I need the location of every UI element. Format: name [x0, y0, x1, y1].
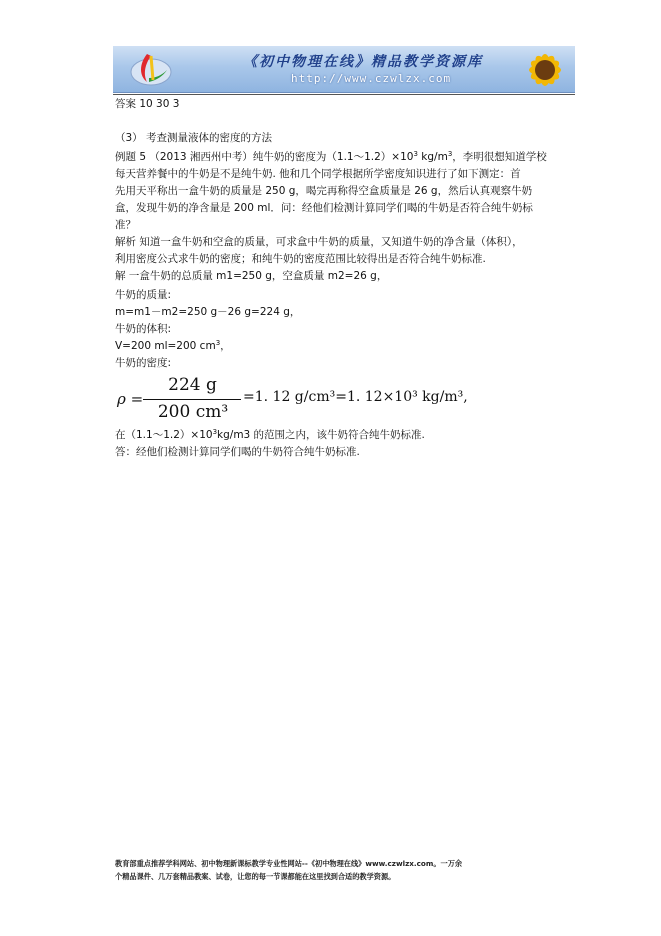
sunflower-icon: [505, 46, 575, 93]
final-answer-line: 答：经他们检测计算同学们喝的牛奶符合纯牛奶标准.: [115, 446, 360, 458]
analysis-line-1: 解析 知道一盒牛奶和空盒的质量，可求盒中牛奶的质量，又知道牛奶的净含量（体积），: [115, 236, 523, 248]
example-line-1: 例题 5 （2013 湘西州中考）纯牛奶的密度为$(1.1\sim 1.2)\times 10^3$ $kg/m^3$，李明很想知道学校: [115, 150, 547, 163]
solution-line-6: 牛奶的密度:: [115, 357, 172, 369]
example-line-3: 先用天平称出一盒牛奶的质量是 250 g，喝完再称得空盒质量是 26 g，然后认真观察牛奶: [115, 185, 533, 197]
banner-title: 《初中物理在线》精品教学资源库: [243, 54, 483, 70]
header-banner: [113, 46, 575, 93]
conclusion-line: 在$(1.1\sim 1.2)\times 10^3kg/m3$ 的范围之内，该牛奶符合纯牛奶标准.: [115, 428, 425, 441]
example-line-5: 准？: [115, 219, 136, 231]
answer-line: 答案 10 30 3: [115, 98, 180, 110]
banner-url: http://www.czwlzx.com: [291, 72, 452, 85]
solution-line-5: V=200 ml=200 $cm^3$，: [115, 339, 231, 352]
header-rule: [113, 94, 575, 95]
solution-line-2: 牛奶的质量:: [115, 289, 172, 301]
example-line-2: 每天营养餐中的牛奶是不是纯牛奶. 他和几个同学根据所学密度知识进行了如下测定：首: [115, 168, 521, 180]
solution-line-1: 解 一盒牛奶的总质量 m1=250 g，空盒质量 m2=26 g，: [115, 270, 388, 282]
formula-result: =1. 12 g/cm³=1. 12×10³ kg/m³,: [243, 389, 468, 405]
formula-denominator: 200 cm³: [157, 402, 229, 422]
footer-line-1: 教育部重点推荐学科网站、初中物理新课标教学专业性网站--《初中物理在线》www.czwlzx.com。一万余: [115, 859, 463, 868]
analysis-line-2: 利用密度公式求牛奶的密度；和纯牛奶的密度范围比较得出是否符合纯牛奶标准.: [115, 253, 486, 265]
formula-rho: ρ =: [117, 390, 144, 408]
solution-line-4: 牛奶的体积:: [115, 323, 172, 335]
section-heading: （3） 考查测量液体的密度的方法: [115, 132, 273, 144]
site-logo-icon: [129, 50, 173, 88]
footer-line-2: 个精品课件、几万套精品教案、试卷，让您的每一节课都能在这里找到合适的教学资源。: [115, 872, 396, 881]
solution-line-3: m=m1－m2=250 g－26 g=224 g，: [115, 306, 301, 318]
formula-numerator: 224 g: [168, 375, 217, 395]
example-line-4: 盒，发现牛奶的净含量是 200 ml．问：经他们检测计算同学们喝的牛奶是否符合纯牛奶标: [115, 202, 533, 214]
density-formula: [115, 375, 468, 425]
fraction-bar: [143, 399, 241, 400]
